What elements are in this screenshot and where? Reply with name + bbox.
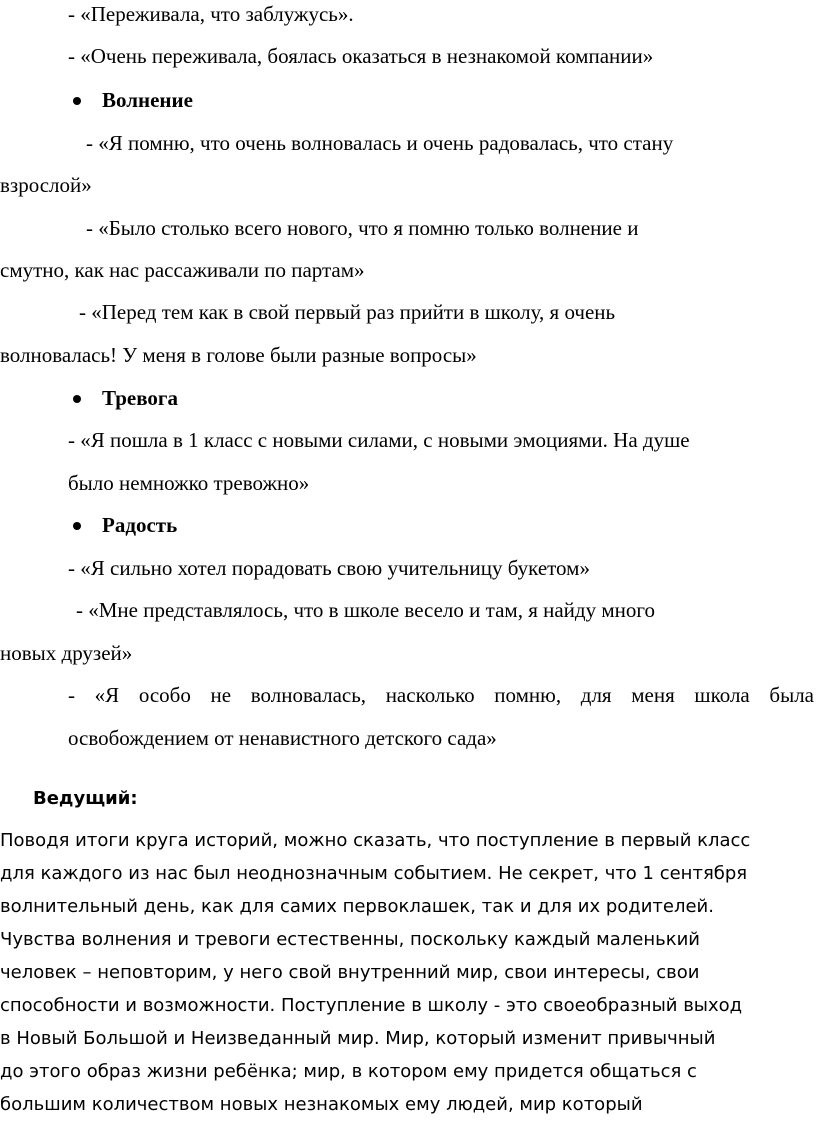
section-heading-wave: Волнение <box>102 88 193 112</box>
quote-line: - «Я пошла в 1 класс с новыми силами, с новыми эмоциями. На душе <box>68 428 690 452</box>
host-text-line: Чувства волнения и тревоги естественны, поскольку каждый маленький <box>0 929 700 950</box>
host-text-line: Поводя итоги круга историй, можно сказать, что поступление в первый класс <box>0 830 751 851</box>
quote-line: - «Было столько всего нового, что я помню только волнение и <box>86 216 639 240</box>
quote-line: - «Мне представлялось, что в школе весело и там, я найду много <box>76 598 655 622</box>
host-text-line: человек – неповторим, у него свой внутренний мир, свои интересы, свои <box>0 962 700 983</box>
quote-line: - «Очень переживала, боялась оказаться в незнакомой компании» <box>68 44 654 68</box>
quote-line: - «Я помню, что очень волновалась и очень радовалась, что стану <box>86 131 674 155</box>
quote-line: - «Я сильно хотел порадовать свою учительницу букетом» <box>68 556 590 580</box>
bullet-icon <box>73 395 81 403</box>
quote-line: взрослой» <box>0 173 92 197</box>
quote-line: освобождением от ненавистного детского сада» <box>68 726 497 750</box>
quote-line: - «Переживала, что заблужусь». <box>68 2 354 26</box>
section-heading-joy: Радость <box>102 513 178 537</box>
host-label: Ведущий: <box>33 788 138 809</box>
host-text-line: для каждого из нас был неоднозначным событием. Не секрет, что 1 сентября <box>0 863 748 884</box>
quote-line: новых друзей» <box>0 641 133 665</box>
host-text-line: большим количеством новых незнакомых ему людей, мир который <box>0 1094 643 1115</box>
host-text-line: в Новый Большой и Неизведанный мир. Мир, который изменит привычный <box>0 1028 716 1049</box>
quote-line: волновалась! У меня в голове были разные вопросы» <box>0 343 477 367</box>
host-text-line: способности и возможности. Поступление в школу - это своеобразный выход <box>0 995 743 1016</box>
host-text-line: волнительный день, как для самих первоклашек, так и для их родителей. <box>0 896 714 917</box>
bullet-icon <box>73 522 81 530</box>
host-text-line: до этого образ жизни ребёнка; мир, в котором ему придется общаться с <box>0 1061 697 1082</box>
quote-line: было немножко тревожно» <box>68 471 310 495</box>
bullet-icon <box>73 97 81 105</box>
quote-line: - «Перед тем как в свой первый раз прийти в школу, я очень <box>79 300 616 324</box>
section-heading-anxiety: Тревога <box>102 386 178 410</box>
quote-line: смутно, как нас рассаживали по партам» <box>0 258 365 282</box>
quote-line: - «Я особо не волновалась, насколько помню, для меня школа была <box>68 683 814 707</box>
